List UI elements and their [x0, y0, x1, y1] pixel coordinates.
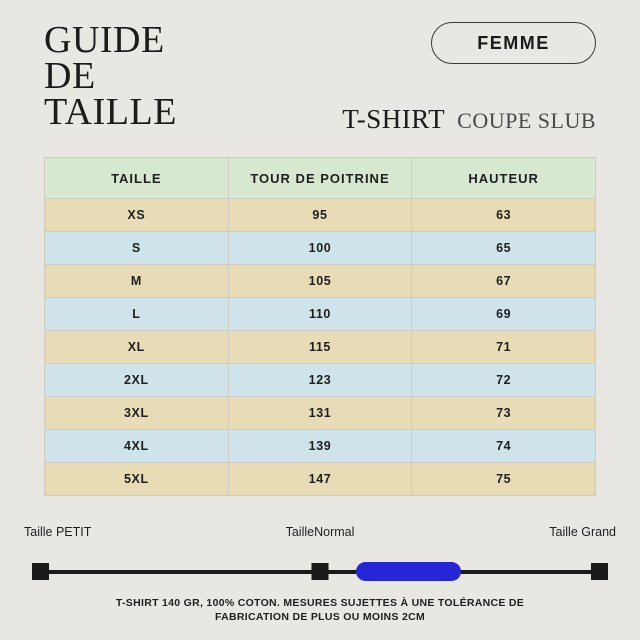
fit-scale-tick-middle	[312, 563, 329, 580]
gender-badge-label: FEMME	[477, 32, 550, 53]
size-table-body	[45, 199, 596, 496]
cell-size: 2XL	[45, 364, 229, 397]
footer-note-line-2: FABRICATION DE PLUS OU MOINS 2CM	[214, 610, 426, 623]
page-title-line-3: TAILLE	[44, 91, 177, 134]
cell-size: 4XL	[45, 430, 229, 463]
table-row	[45, 430, 596, 463]
cell-chest: 100	[228, 232, 412, 265]
product-cut: COUPE SLUB	[457, 108, 596, 133]
table-row	[45, 364, 596, 397]
table-row	[45, 265, 596, 298]
fit-scale-bar	[24, 561, 616, 583]
footer-note	[40, 596, 600, 624]
header	[0, 0, 640, 150]
cell-size: 5XL	[45, 463, 229, 496]
column-header-height: HAUTEUR	[412, 158, 596, 199]
fit-label-small: Taille PETIT	[24, 525, 92, 539]
cell-chest: 95	[228, 199, 412, 232]
cell-size: XS	[45, 199, 229, 232]
cell-height: 63	[412, 199, 596, 232]
cell-height: 69	[412, 298, 596, 331]
fit-scale-tick-left	[32, 563, 49, 580]
table-header-row	[45, 158, 596, 199]
product-heading	[342, 104, 596, 135]
cell-height: 67	[412, 265, 596, 298]
page-title-line-1: GUIDE	[44, 19, 165, 61]
table-row	[45, 298, 596, 331]
column-header-size: TAILLE	[45, 158, 229, 199]
size-table-head	[45, 158, 596, 199]
cell-size: M	[45, 265, 229, 298]
cell-height: 75	[412, 463, 596, 496]
table-row	[45, 199, 596, 232]
cell-size: 3XL	[45, 397, 229, 430]
cell-size: L	[45, 298, 229, 331]
cell-chest: 123	[228, 364, 412, 397]
cell-chest: 139	[228, 430, 412, 463]
cell-size: S	[45, 232, 229, 265]
table-row	[45, 463, 596, 496]
size-table	[44, 157, 596, 496]
table-row	[45, 397, 596, 430]
product-name: T-SHIRT	[342, 104, 446, 134]
cell-height: 74	[412, 430, 596, 463]
cell-chest: 115	[228, 331, 412, 364]
page-title	[44, 19, 177, 134]
cell-height: 65	[412, 232, 596, 265]
cell-height: 71	[412, 331, 596, 364]
size-table-wrapper	[44, 157, 596, 496]
column-header-chest: TOUR DE POITRINE	[228, 158, 412, 199]
cell-chest: 131	[228, 397, 412, 430]
table-row	[45, 232, 596, 265]
gender-badge[interactable]	[431, 22, 596, 64]
fit-label-large: Taille Grand	[549, 525, 616, 539]
cell-chest: 110	[228, 298, 412, 331]
page-title-line-2: DE	[44, 55, 96, 98]
cell-height: 72	[412, 364, 596, 397]
fit-scale-indicator	[356, 562, 461, 581]
fit-scale	[24, 525, 616, 585]
fit-scale-tick-right	[591, 563, 608, 580]
fit-label-normal: TailleNormal	[285, 525, 355, 539]
cell-height: 73	[412, 397, 596, 430]
table-row	[45, 331, 596, 364]
fit-scale-labels	[24, 525, 616, 545]
cell-chest: 105	[228, 265, 412, 298]
footer-note-line-1: T-SHIRT 140 GR, 100% COTON. MESURES SUJETTES À UNE TOLÉRANCE DE	[115, 596, 525, 609]
cell-chest: 147	[228, 463, 412, 496]
cell-size: XL	[45, 331, 229, 364]
